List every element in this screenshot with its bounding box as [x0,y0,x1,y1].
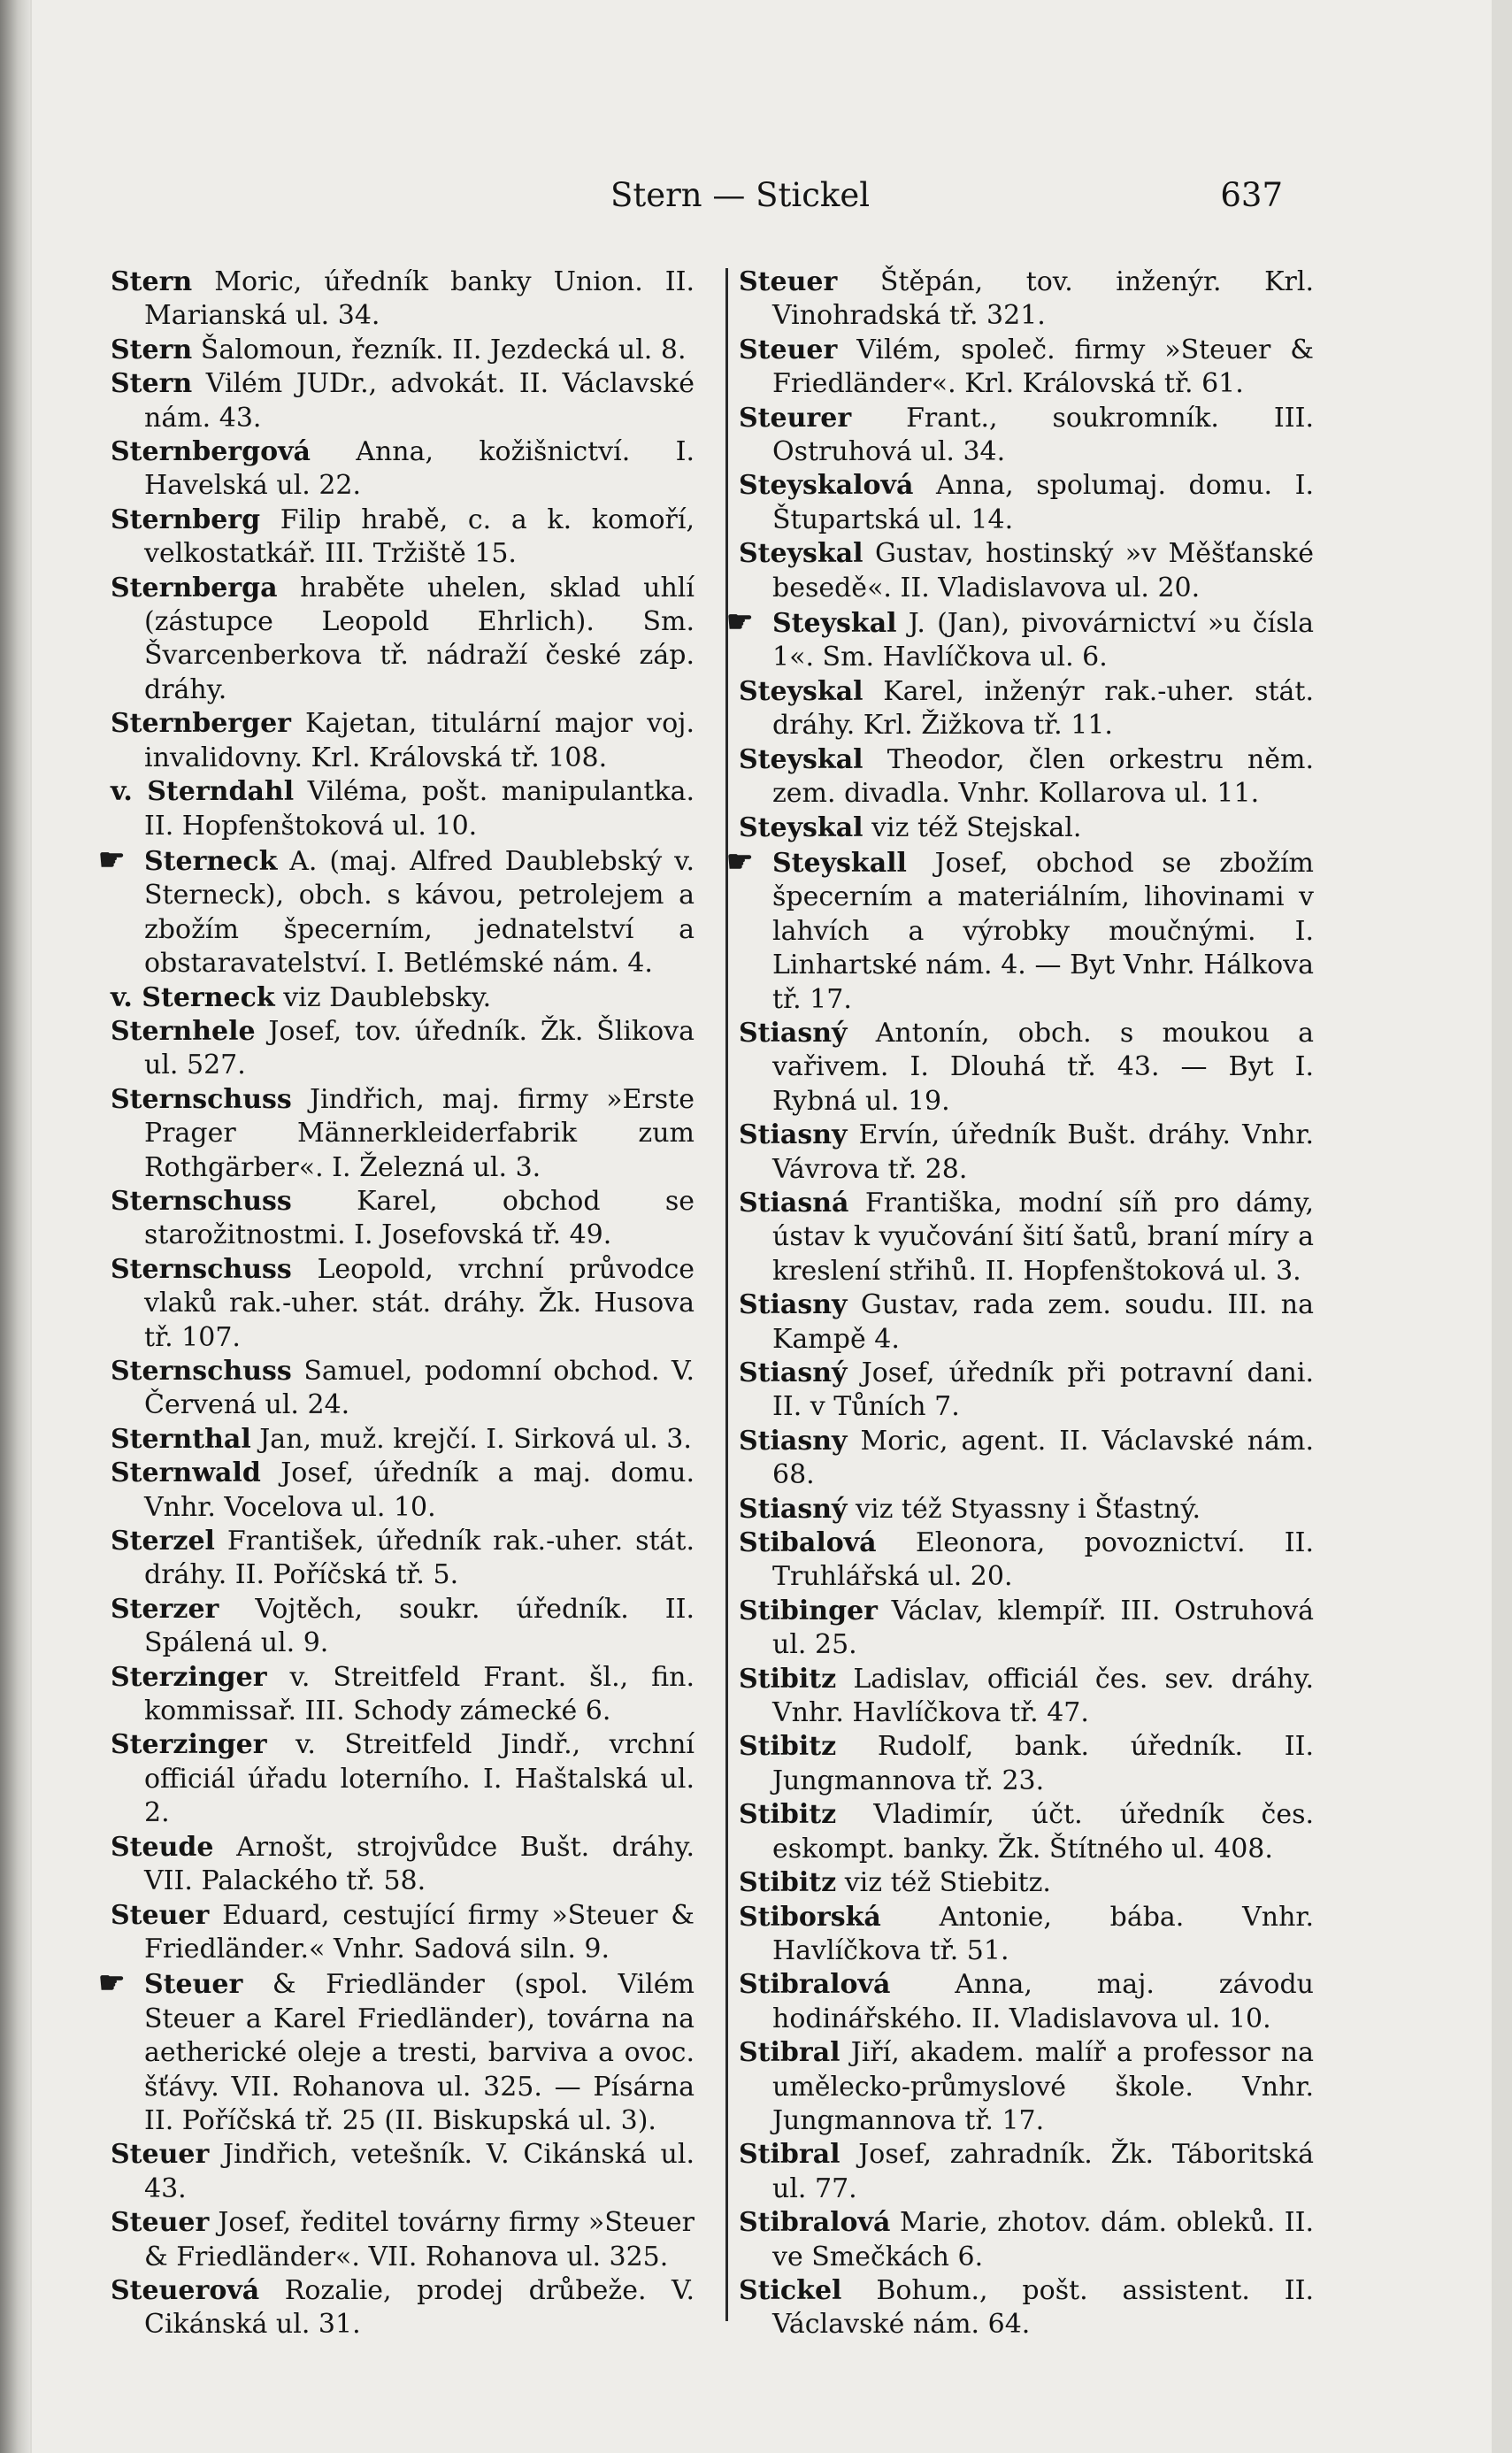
directory-entry [111,1899,695,1967]
entry-name: Stern [111,368,193,400]
directory-entry [726,604,1314,675]
entry-details: Samuel, podomní obchod. V. Červená ul. 24. [144,1356,695,1421]
pointing-hand-icon: ☛ [98,842,126,878]
entry-name: Sterzinger [111,1729,267,1761]
entry-details: Theodor, člen orkestru něm. zem. divadla. Vnhr. Kollarova ul. 11. [772,743,1314,810]
directory-entry [739,1730,1314,1798]
entry-name: Sternberga [111,572,278,604]
entry-name: Steyskalová [739,470,914,502]
entry-name: Steyskal [739,675,863,707]
entry-name: Steyskall [772,847,907,879]
directory-entry [739,675,1314,743]
right-column [726,265,1315,2342]
entry-name: Sterzinger [111,1661,267,1693]
entry-name: Stibinger [739,1595,878,1626]
pointing-hand-icon: ☛ [98,1965,126,2002]
entry-name: Stibral [739,2139,840,2171]
entry-details: Jiří, akadem. malíř a professor na umělecko-průmyslové škole. Vnhr. Jungmannova tř. 17. [772,2037,1314,2136]
directory-entry [739,1288,1314,1357]
entry-details: Josef, úředník a maj. domu. Vnhr. Vocelova ul. 10. [144,1457,695,1523]
entry-details: & Friedländer (spol. Vilém Steuer a Karel Friedländer), továrna na aetherické oleje a tresti, barviva a ovoc. šťávy. VII. Rohanova ul. 325. — Písárna II. Poříčská tř. 25 (II. Biskupská ul. 3). [144,1969,695,2136]
entry-name: Sternschuss [111,1083,292,1115]
entry-name: Sternthal [111,1423,251,1455]
entry-name: Steude [111,1831,214,1863]
entry-name: Sternschuss [111,1185,292,1217]
entry-details: Anna, kožišnictví. I. Havelská ul. 22. [144,436,695,502]
entry-name: Stibitz [739,1799,837,1831]
directory-entry [111,334,695,367]
entry-details: Vilém, společ. firmy »Steuer & Friedländer«. Krl. Královská tř. 61. [772,334,1314,400]
directory-entry [98,842,695,981]
entry-details: Arnošt, strojvůdce Bušt. dráhy. VII. Palackého tř. 58. [144,1831,695,1897]
entry-details: Rudolf, bank. úředník. II. Jungmannova tř. 23. [772,1731,1314,1796]
entry-name: Steuer [739,334,838,365]
entry-name: Stiasný [739,1493,848,1525]
directory-entry [111,435,695,504]
entry-name: Steuer [111,2207,210,2239]
entry-details: Vojtěch, soukr. úředník. II. Spálená ul. 9. [144,1593,695,1659]
directory-entry [739,1901,1314,1969]
directory-entry [111,1423,695,1457]
entry-details: Jan, muž. krejčí. I. Sirková ul. 3. [259,1423,692,1455]
directory-entry [739,2036,1314,2138]
directory-entry [111,1661,695,1729]
entry-name: Sternschuss [111,1356,292,1387]
entry-details: Josef, tov. úředník. Žk. Šlikova ul. 527. [144,1015,695,1081]
entry-details: Anna, spolumaj. domu. I. Štupartská ul. 14. [772,470,1314,535]
entry-details: Ladislav, officiál čes. sev. dráhy. Vnhr. Havlíčkova tř. 47. [772,1663,1314,1729]
entry-name: v. Sterneck [111,981,275,1013]
entry-details: Vilém JUDr., advokát. II. Václavské nám. 43. [144,368,695,434]
entry-name: Sternberg [111,504,261,535]
directory-entry [111,1253,695,1355]
entry-name: Stibral [739,2037,840,2069]
directory-entry [739,334,1314,402]
entry-name: Steuer [144,1969,243,2001]
entry-details: Filip hrabě, c. a k. komoří, velkostatkář. III. Tržiště 15. [144,504,695,570]
entry-details: Josef, úředník při potravní dani. II. v Tůních 7. [772,1357,1314,1423]
entry-details: Josef, obchod se zbožím špecerním a materiálním, lihovinami v lahvích a výrobky moučnými. I. Linhartské nám. 4. — Byt Vnhr. Hálkova tř. 17. [772,847,1315,1015]
directory-entry [739,1187,1314,1288]
entry-name: Steuer [111,2139,210,2171]
directory-entry [739,1017,1314,1119]
entry-details: Gustav, hostinský »v Měšťanské besedě«. II. Vladislavova ul. 20. [772,538,1314,604]
entry-name: Steurer [739,402,852,434]
entry-details: Rozalie, prodej drůbeže. V. Cikánská ul. 31. [144,2274,695,2341]
directory-entry [739,1526,1314,1595]
entry-details: Viléma, pošt. manipulantka. II. Hopfenštoková ul. 10. [144,776,695,842]
entry-details: Štěpán, tov. inženýr. Krl. Vinohradská tř. 321. [772,266,1314,332]
page-number: 637 [1220,176,1283,214]
entry-details: viz Daublebsky. [283,981,492,1013]
entry-details: Josef, ředitel továrny firmy »Steuer & Friedländer«. VII. Rohanova ul. 325. [144,2207,695,2272]
entry-name: Stiasný [739,1017,848,1049]
entry-name: Stibitz [739,1867,837,1899]
directory-entry [739,1663,1314,1731]
entry-name: Sterneck [144,845,278,877]
column-divider [725,268,728,2321]
directory-entry [111,1457,695,1525]
directory-entry [739,537,1314,605]
directory-entry [739,1119,1314,1187]
entry-details: Františka, modní síň pro dámy, ústav k vyučování šití šatů, braní míry a kreslení střihů. II. Hopfenštoková ul. 3. [772,1187,1314,1287]
entry-details: Václav, klempíř. III. Ostruhová ul. 25. [772,1595,1314,1661]
entry-name: Sternwald [111,1457,261,1489]
entry-name: Stibitz [739,1731,837,1763]
entry-details: Eleonora, povoznictví. II. Truhlářská ul. 20. [772,1527,1314,1593]
entry-details: Karel, inženýr rak.-uher. stát. dráhy. Krl. Žižkova tř. 11. [772,675,1314,742]
entry-name: Stern [111,334,193,365]
entry-name: Steyskal [772,608,897,640]
entry-details: Jindřich, vetešník. V. Cikánská ul. 43. [144,2139,695,2204]
entry-name: Stibralová [739,2207,891,2239]
entry-details: Šalomoun, řezník. II. Jezdecká ul. 8. [200,334,687,365]
directory-entry [111,2138,695,2206]
entry-details: Anna, maj. závodu hodinářského. II. Vladislavova ul. 10. [772,1969,1314,2034]
entry-details: J. (Jan), pivovárnictví »u čísla 1«. Sm. Havlíčkova ul. 6. [772,608,1314,673]
entry-details: Josef, zahradník. Žk. Táboritská ul. 77. [772,2139,1314,2204]
entry-name: Steyskal [739,811,863,843]
entry-name: Sternhele [111,1015,256,1047]
entry-details: Vladimír, účt. úředník čes. eskompt. banky. Žk. Štítného ul. 408. [772,1799,1315,1865]
entry-name: Stiasný [739,1357,848,1388]
entry-details: Moric, úředník banky Union. II. Marianská ul. 34. [144,266,695,332]
entry-name: Stiasná [739,1187,849,1219]
directory-entry [111,981,695,1015]
entry-details: Eduard, cestující firmy »Steuer & Friedländer.« Vnhr. Sadová siln. 9. [144,1899,695,1965]
entry-name: Stern [111,266,193,297]
entry-name: Stiasny [739,1425,848,1457]
entry-name: Steuer [739,266,838,297]
entry-details: A. (maj. Alfred Daublebský v. Sterneck), obch. s kávou, petrolejem a zbožím špecerním, jednatelství a obstaravatelství. I. Betlémské nám. 4. [144,845,695,980]
entry-details: Frant., soukromník. III. Ostruhová ul. 34. [772,402,1314,468]
directory-entry [111,775,695,843]
entry-name: Sternschuss [111,1253,292,1285]
directory-entry [111,1355,695,1423]
entry-name: Sterzer [111,1593,219,1625]
entry-details: v. Streitfeld Jindř., vrchní officiál úřadu loterního. I. Haštalská ul. 2. [144,1729,695,1829]
directory-entry [739,2274,1314,2342]
directory-entry [726,843,1315,1017]
entry-details: v. Streitfeld Frant. šl., fin. kommissař. III. Schody zámecké 6. [144,1661,695,1727]
pointing-hand-icon: ☛ [726,843,754,880]
directory-entry [111,1831,695,1899]
directory-entry [111,1083,695,1185]
directory-entry [111,1525,695,1593]
directory-entry [111,1015,695,1083]
directory-entry [111,1593,695,1661]
entry-details: Moric, agent. II. Václavské nám. 68. [772,1425,1314,1491]
directory-entry [739,1866,1314,1900]
entry-name: Stibalová [739,1527,877,1559]
directory-entry [111,2206,695,2274]
directory-entry [111,265,695,334]
directory-entry [739,1357,1314,1425]
entry-details: Antonie, bába. Vnhr. Havlíčkova tř. 51. [772,1901,1314,1966]
directory-entry [98,1965,695,2138]
directory-entry [739,2138,1314,2206]
entry-details: Gustav, rada zem. soudu. III. na Kampě 4. [772,1289,1314,1355]
directory-entry [739,2206,1314,2274]
directory-entry [111,504,695,572]
directory-entry [739,1968,1314,2036]
entry-details: Karel, obchod se starožitnostmi. I. Josefovská tř. 49. [144,1185,695,1251]
entry-name: Stiasny [739,1289,848,1321]
directory-entry [111,1185,695,1253]
page-edge [0,0,30,2453]
entry-details: Antonín, obch. s moukou a vařivem. I. Dlouhá tř. 43. — Byt I. Rybná ul. 19. [772,1017,1314,1117]
entry-name: Steyskal [739,743,863,775]
entry-name: Sternberger [111,708,291,740]
entry-name: Stibitz [739,1663,837,1695]
directory-entry [111,2274,695,2342]
directory-entry [739,743,1314,811]
directory-entry [739,1798,1314,1866]
running-title: Stern — Stickel [610,176,871,214]
entry-details: viz též Styassny i Šťastný. [856,1493,1201,1525]
directory-entry [739,1493,1314,1526]
entry-details: viz též Stejskal. [871,811,1082,843]
entry-name: Stibralová [739,1969,891,2001]
entry-details: Marie, zhotov. dám. obleků. II. ve Smečkách 6. [772,2207,1314,2272]
page-header [610,171,1283,220]
entry-name: Stiborská [739,1901,881,1933]
entry-details: Bohum., pošt. assistent. II. Václavské nám. 64. [772,2274,1314,2341]
entry-details: Leopold, vrchní průvodce vlaků rak.-uher. stát. dráhy. Žk. Husova tř. 107. [144,1253,695,1353]
entry-name: v. Sterndahl [111,776,295,808]
entry-name: Stickel [739,2274,842,2306]
entry-details: Jindřich, maj. firmy »Erste Prager Männerkleiderfabrik zum Rothgärber«. I. Železná ul. 3. [144,1083,695,1183]
pointing-hand-icon: ☛ [726,604,754,641]
directory-entry [111,367,695,435]
directory-entry [739,811,1314,845]
directory-entry [111,1728,695,1830]
directory-entry [739,1425,1314,1493]
entry-details: viz též Stiebitz. [844,1867,1051,1899]
left-column [98,265,695,2342]
entry-details: Kajetan, titulární major voj. invalidovny. Krl. Královská tř. 108. [144,708,695,773]
directory-entry [739,265,1314,334]
entry-name: Sternbergová [111,436,311,468]
entry-name: Steuerová [111,2274,260,2306]
directory-entry [739,1595,1314,1663]
directory-entry [739,402,1314,470]
entry-name: Steuer [111,1899,210,1931]
directory-entry [739,469,1314,537]
entry-details: Ervín, úředník Bušt. dráhy. Vnhr. Vávrova tř. 28. [772,1119,1314,1185]
directory-entry [111,572,695,708]
entry-name: Stiasny [739,1119,848,1151]
entry-details: hraběte uhelen, sklad uhlí (zástupce Leopold Ehrlich). Sm. Švarcenberkova tř. nádraží české záp. dráhy. [144,572,695,705]
entry-details: František, úředník rak.-uher. stát. dráhy. II. Poříčská tř. 5. [144,1526,695,1591]
entry-name: Sterzel [111,1526,215,1557]
entry-name: Steyskal [739,538,863,570]
directory-entry [111,707,695,775]
